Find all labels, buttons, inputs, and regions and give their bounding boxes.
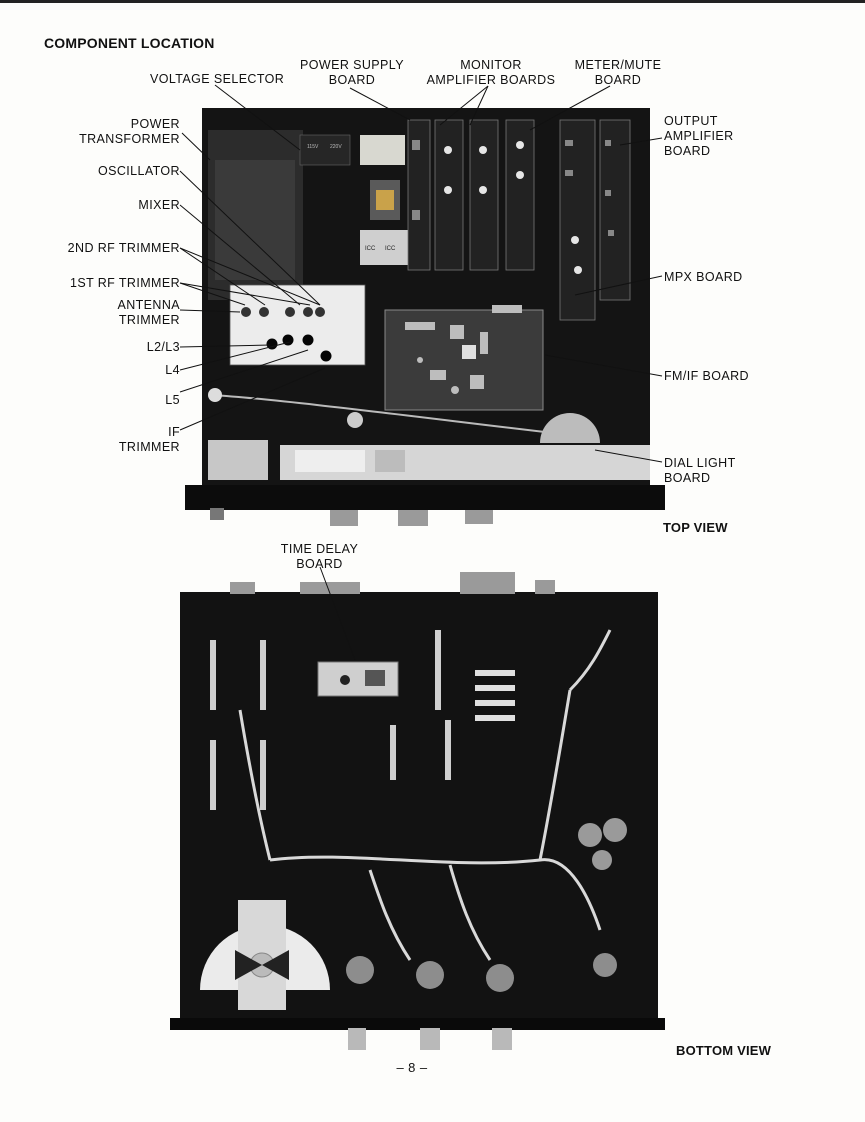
bottom-view-caption: BOTTOM VIEW — [676, 1043, 772, 1058]
label-power-supply-board — [300, 58, 404, 88]
label-fm-if-board: FM/IF BOARD — [664, 369, 749, 383]
svg-text:ICC: ICC — [385, 246, 396, 252]
label-power-supply-board-line1: POWER SUPPLY — [300, 58, 404, 72]
label-output-amplifier-board-line1: OUTPUT — [664, 114, 718, 128]
label-time-delay-board — [262, 542, 377, 572]
label-dial-light-board — [664, 456, 736, 486]
label-monitor-amplifier-boards-line2: AMPLIFIER BOARDS — [426, 73, 556, 87]
label-dial-light-board-line2: BOARD — [664, 471, 711, 485]
label-1st-rf-trimmer: 1ST RF TRIMMER — [69, 276, 180, 290]
top-view-photo — [180, 100, 670, 530]
svg-text:ICC: ICC — [365, 246, 376, 252]
label-l5: L5 — [165, 393, 180, 407]
label-if-trimmer-line1: IF — [168, 425, 180, 439]
page-heading: COMPONENT LOCATION — [44, 35, 215, 51]
label-power-transformer — [40, 117, 180, 147]
label-mpx-board: MPX BOARD — [664, 270, 743, 284]
label-power-transformer-line1: POWER — [130, 117, 180, 131]
label-l2-l3: L2/L3 — [146, 340, 180, 354]
label-mixer: MIXER — [138, 198, 180, 212]
label-output-amplifier-board-line2: AMPLIFIER — [664, 129, 734, 143]
label-time-delay-board-line1: TIME DELAY — [280, 542, 359, 556]
top-view-caption: TOP VIEW — [663, 520, 728, 535]
label-voltage-selector: VOLTAGE SELECTOR — [150, 72, 285, 86]
label-monitor-amplifier-boards-line1: MONITOR — [460, 58, 522, 72]
label-l4: L4 — [165, 363, 180, 377]
label-antenna-trimmer — [40, 298, 180, 328]
page-top-rule — [0, 0, 865, 3]
label-meter-mute-board-line2: BOARD — [594, 73, 642, 87]
label-dial-light-board-line1: DIAL LIGHT — [664, 456, 736, 470]
label-2nd-rf-trimmer: 2ND RF TRIMMER — [67, 241, 180, 255]
page-number: – 8 – — [396, 1060, 428, 1075]
label-output-amplifier-board-line3: BOARD — [664, 144, 711, 158]
label-meter-mute-board-line1: METER/MUTE — [574, 58, 662, 72]
label-if-trimmer — [100, 425, 180, 455]
svg-text:220V: 220V — [330, 144, 342, 150]
label-antenna-trimmer-line2: TRIMMER — [118, 313, 180, 327]
label-power-transformer-line2: TRANSFORMER — [79, 132, 180, 146]
label-output-amplifier-board — [664, 114, 734, 159]
label-power-supply-board-line2: BOARD — [328, 73, 376, 87]
label-antenna-trimmer-line1: ANTENNA — [117, 298, 180, 312]
bottom-view-photo — [170, 570, 665, 1050]
label-if-trimmer-line2: TRIMMER — [118, 440, 180, 454]
label-oscillator: OSCILLATOR — [97, 164, 180, 178]
svg-text:115V: 115V — [307, 144, 319, 150]
label-meter-mute-board — [568, 58, 668, 88]
label-monitor-amplifier-boards — [420, 58, 562, 88]
label-time-delay-board-line2: BOARD — [296, 557, 343, 571]
